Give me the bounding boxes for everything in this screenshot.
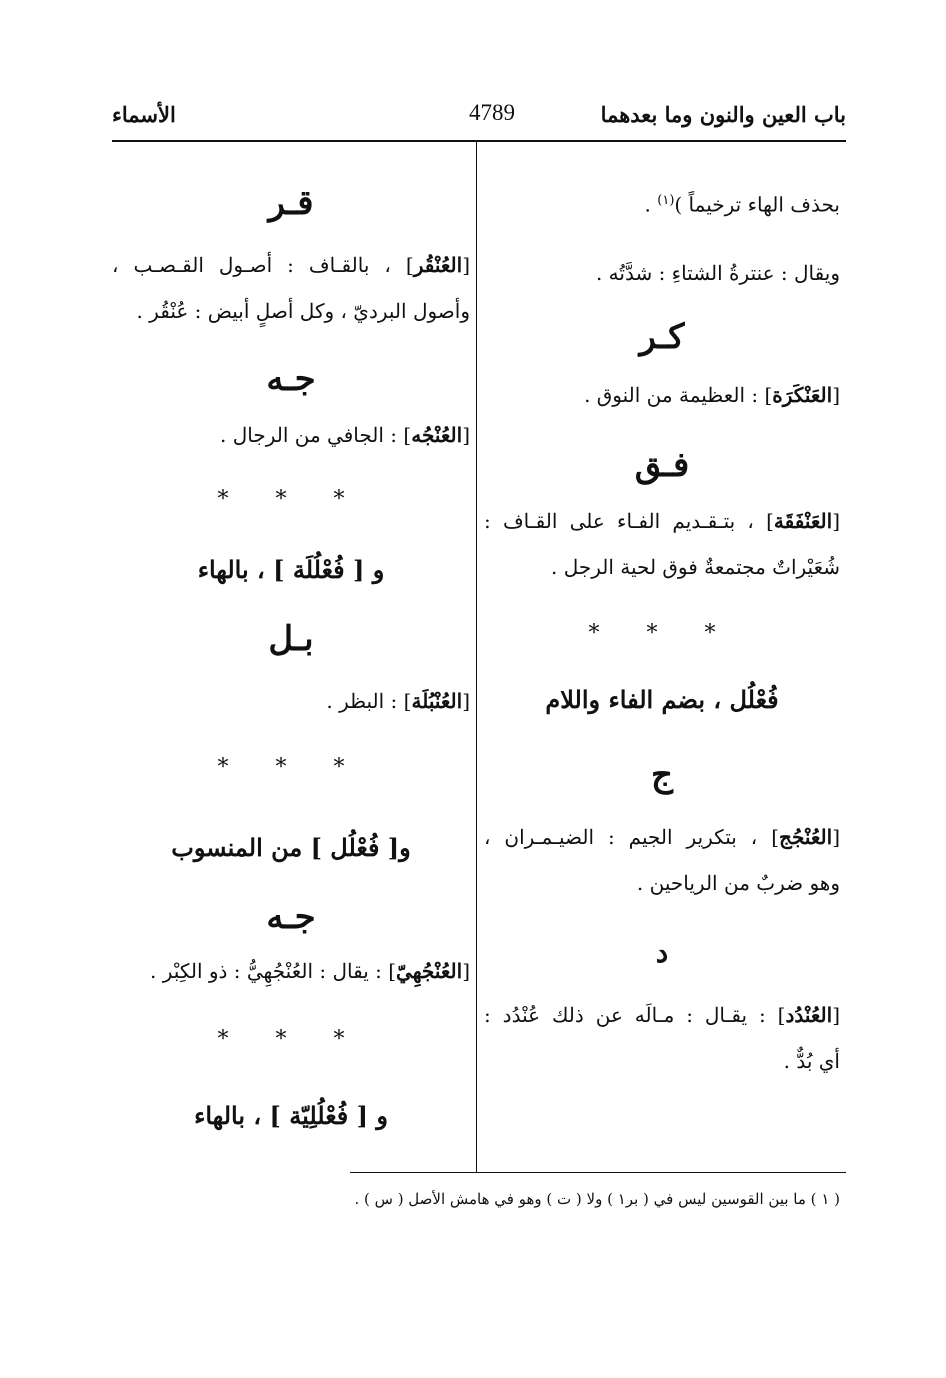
definition: : الجافي من الرجال . [220,423,404,447]
definition: ، بالقـاف : أصـول القـصـب ، [112,253,406,277]
header-rule [112,140,846,142]
definition: : يقـال : مـالَه عن ذلك عُنْدُد : [484,1002,778,1027]
pattern-suffix: ] ، بالهاء [194,1101,290,1130]
definition: : العظيمة من النوق . [584,382,765,407]
pattern-prefix: و[ [379,833,411,862]
pattern-suffix: ] من المنسوب [171,833,331,862]
pattern-prefix: و [ [344,555,385,584]
pattern-heading [112,542,470,598]
section-title: الأسماء [112,102,176,127]
page-number: 4789 [469,100,515,125]
root-heading: د [655,935,669,969]
definition: ، بتكرير الجيم : الضيـمـران ، [484,824,772,849]
headword: العَنْفَقَة [773,508,833,533]
pattern-heading: فُعْلُل ، بضم الفاء واللام [545,684,779,714]
entry: [العُنْجُه] : الجافي من الرجال . [220,423,470,447]
definition: ، بتـقـديم الفـاء على القـاف : [484,508,767,533]
entry-continuation [484,178,840,228]
section-separator: * * * [588,620,736,646]
headword: العُنْجُهِيّ [396,959,463,983]
entry-line: وأصول البرديّ ، وكل أصلٍ أبيض : عُنْقُر . [136,299,470,323]
continuation-text: بحذف الهاء ترخيماً ) [674,192,840,217]
pattern-prefix: و [ [348,1101,388,1130]
entry: [العُنْجُج] ، بتكرير الجيم : الضيـمـران ، [484,824,840,849]
left-column [112,176,470,1144]
entry: [العُنْبُلَة] : البظر . [326,689,470,713]
entry-line: أي بُدٌّ . [783,1048,840,1073]
column-divider [476,142,477,1172]
footnote-marker: (١) [657,193,675,208]
running-header [112,98,846,138]
pattern-name: فُعْلُلِيّة [289,1101,349,1130]
headword: العُنْجُه [411,423,463,447]
root-heading: ج [651,754,673,795]
entry: [العَنْفَقَة] ، بتـقـديم الفـاء على القـاف : [484,508,840,533]
root-heading: فـق [634,444,690,485]
entry: [العَنْكَرَة] : العظيمة من النوق . [584,382,840,407]
chapter-title: باب العين والنون وما بعدهما [600,102,846,127]
pattern-heading [112,1088,470,1144]
footnote: ( ١ ) ما بين القوسين ليس في ( بر١ ) ولا ( ت ) وهو في هامش الأصل ( س ) . [354,1190,840,1208]
root-heading: قـر [268,183,314,223]
definition: : البظر . [326,689,404,713]
pattern-name: فُعْلُلَة [292,555,345,584]
entry-line: شُعَيْراتٌ مجتمعةٌ فوق لحية الرجل . [551,554,840,579]
entry: [العُنْقُر] ، بالقـاف : أصـول القـصـب ، [112,253,470,277]
section-separator: * * * [217,755,365,780]
continuation-end: . [644,192,658,217]
headword: العُنْبُلَة [411,689,463,713]
footnote-rule [350,1172,846,1173]
headword: العُنْجُج [779,824,833,849]
definition: : يقال : العُنْجُهِيُّ : ذو الكِبْر . [150,959,389,983]
root-heading: كـر [639,316,685,357]
headword: العُنْدُد [785,1002,833,1027]
root-heading: جـه [266,359,316,399]
entry: [العُنْدُد] : يقـال : مـالَه عن ذلك عُنْدُد : [484,1002,840,1027]
entry: [العُنْجُهِيّ] : يقال : العُنْجُهِيُّ : ذو الكِبْر . [150,959,470,983]
pattern-heading [112,820,470,876]
pattern-name: فُعْلُل [330,833,380,862]
section-separator: * * * [217,487,365,512]
root-heading: جـه [266,897,316,937]
entry-line: وهو ضربٌ من الرياحين . [636,870,840,895]
pattern-suffix: ] ، بالهاء [197,555,293,584]
section-separator: * * * [217,1027,365,1052]
root-heading: بـل [268,619,314,659]
entry-line: ويقال : عنترةُ الشتاءِ : شدَّتُه . [595,260,840,285]
headword: العُنْقُر [413,253,463,277]
right-column [484,178,840,1084]
headword: العَنْكَرَة [772,382,833,407]
